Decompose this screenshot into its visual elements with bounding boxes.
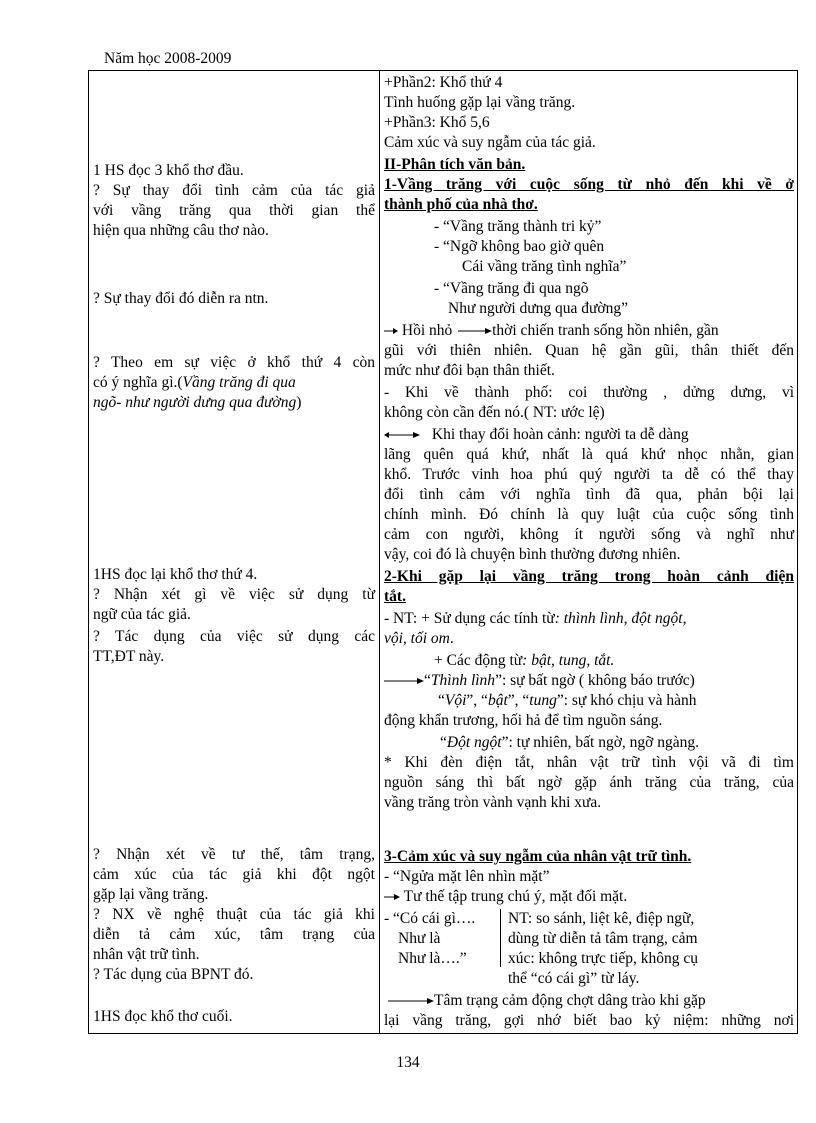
content-line: đổi tình cảm với nghĩa tình đã qua, phản bội lại (384, 486, 794, 503)
school-year-header: Năm học 2008-2009 (104, 50, 232, 67)
content-text: “ (440, 734, 447, 751)
right-arrow-icon (384, 996, 434, 1006)
content-text: + Các động từ (434, 652, 523, 669)
content-line: Như người dưng qua đường” (448, 300, 629, 317)
content-line (384, 671, 794, 691)
section-heading: thành phố của nhà thơ. (384, 196, 538, 213)
content-line: lại vầng trăng, gợi nhớ biết bao kỷ niệm: những nơi (384, 1012, 794, 1029)
content-line: +Phần2: Khổ thứ 4 (384, 74, 503, 91)
content-line: không còn cần đến nó.( NT: ước lệ) (384, 404, 605, 421)
content-line: +Phần3: Khổ 5,6 (384, 114, 490, 131)
content-line (438, 691, 794, 711)
left-line: TT,ĐT này. (93, 648, 165, 665)
left-line: nhân vật trữ tình. (93, 946, 200, 963)
content-text: “ (424, 672, 431, 689)
section-heading: tắt. (384, 588, 406, 605)
content-line: mức như đôi bạn thân thiết. (384, 362, 555, 379)
content-italic: Vội (444, 692, 467, 709)
content-italic: bật (487, 692, 508, 709)
left-line: ? Sự thay đổi tình cảm của tác giả (93, 182, 375, 199)
content-italic: Đột ngột (446, 734, 502, 751)
left-line: ? Nhận xét về tư thế, tâm trạng, (93, 846, 375, 863)
left-line (93, 373, 375, 393)
content-line: - “Có cái gì…. (384, 910, 476, 927)
left-text: ) (296, 394, 302, 411)
content-line: Cái vầng trăng tình nghĩa” (462, 258, 627, 275)
content-line (434, 651, 794, 671)
left-line: cảm xúc của tác giả khi đột ngột (93, 866, 375, 883)
content-line: Như là….” (398, 950, 467, 967)
content-line (384, 609, 794, 629)
section-heading: II-Phân tích văn bản. (384, 156, 526, 173)
left-line: ? Nhận xét gì về việc sử dụng từ (93, 586, 375, 603)
right-arrow-icon (384, 326, 398, 336)
content-text: ”, “ (507, 692, 530, 709)
content-italic: : thình lình, đột ngột, (554, 610, 687, 627)
content-text: ”: sự khó chịu và hành (556, 692, 697, 709)
left-line: 1HS đọc khổ thơ cuối. (93, 1008, 233, 1025)
left-italic-quote: Vầng trăng đi qua (182, 374, 296, 391)
left-line: hiện qua những câu thơ nào. (93, 222, 269, 239)
left-line: 1HS đọc lại khổ thơ thứ 4. (93, 566, 258, 583)
content-text: ”: sự bất ngờ ( không báo trước) (495, 672, 695, 689)
content-line (384, 629, 794, 649)
content-line: vậy, coi đó là chuyện bình thường đương nhiên. (384, 546, 681, 563)
content-line: dùng từ diễn tả tâm trạng, cảm (508, 930, 698, 947)
right-arrow-icon (384, 892, 400, 902)
content-line: - Khi về thành phố: coi thường , dửng dưng, vì (384, 384, 794, 401)
left-text: có ý nghĩa gì.( (93, 374, 183, 391)
content-line: Cảm xúc và suy ngẫm của tác giả. (384, 134, 596, 151)
section-heading: 2-Khi gặp lại vầng trăng trong hoàn cảnh điện (384, 568, 794, 585)
content-line: chính mình. Đó chính là quy luật của cuộc sống tình (384, 506, 794, 523)
right-arrow-icon (384, 430, 420, 440)
content-line: - “Vầng trăng thành tri kỷ” (434, 218, 602, 235)
content-italic: : bật, tung, tắt. (522, 652, 615, 669)
content-text: - NT: + Sử dụng các tính từ (384, 610, 555, 627)
content-text: Tư thế tập trung chú ý, mặt đối mặt. (403, 888, 628, 905)
left-line: ngữ của tác giả. (93, 606, 191, 623)
content-text: ”: tự nhiên, bất ngờ, ngỡ ngàng. (501, 734, 699, 751)
content-line (384, 991, 794, 1011)
content-line: Tình huống gặp lại vầng trăng. (384, 94, 576, 111)
content-line: khổ. Trước vinh hoa phú quý người ta dễ có thể thay (384, 466, 794, 483)
right-arrow-icon (384, 676, 424, 686)
content-line (384, 425, 794, 445)
left-line: ? Tác dụng của BPNT đó. (93, 966, 254, 983)
content-line: nguồn sáng thì bất ngờ gặp ánh trăng của trăng, của (384, 774, 794, 791)
content-line: - “Ngửa mặt lên nhìn mặt” (384, 868, 550, 885)
content-text: ”, “ (466, 692, 488, 709)
content-line: Như là (398, 930, 441, 947)
content-text: “ (438, 692, 445, 709)
left-line: 1 HS đọc 3 khổ thơ đầu. (93, 162, 244, 179)
bracket-divider (500, 909, 501, 967)
left-line: ? Sự thay đổi đó diễn ra ntn. (93, 290, 269, 307)
right-arrow-icon (456, 326, 492, 336)
left-line: ? Tác dụng của việc sử dụng các (93, 628, 375, 645)
content-text: Khi thay đổi hoàn cảnh: người ta dễ dàng (431, 426, 689, 443)
content-italic: Thình lình (430, 672, 496, 689)
content-text: Tâm trạng cảm động chợt dâng trào khi gặp (434, 992, 706, 1009)
content-line: gũi với thiên nhiên. Quan hệ gần gũi, thân thiết đến (384, 342, 794, 359)
content-line: vầng trăng tròn vành vạnh khi xưa. (384, 794, 602, 811)
lesson-table (88, 70, 798, 1034)
content-line (384, 887, 794, 907)
content-line (384, 321, 794, 341)
content-text: thời chiến tranh sống hồn nhiên, gần (492, 322, 719, 339)
content-line: động khẩn trương, hối hả để tìm nguồn sáng. (384, 712, 663, 729)
section-heading: 3-Cảm xúc và suy ngẫm của nhân vật trữ tình. (384, 848, 692, 865)
page-number: 134 (396, 1054, 420, 1071)
content-line: - “Vầng trăng đi qua ngõ (434, 280, 589, 297)
content-line (440, 733, 794, 753)
content-line: NT: so sánh, liệt kê, điệp ngữ, (508, 910, 695, 927)
content-line: - “Ngỡ không bao giờ quên (434, 238, 605, 255)
left-line: diễn tả cảm xúc, tâm trạng của (93, 926, 375, 943)
content-line: * Khi đèn điện tắt, nhân vật trữ tình vội vã đi tìm (384, 754, 794, 771)
left-line: gặp lại vầng trăng. (93, 886, 209, 903)
content-line: thể “có cái gì” từ láy. (508, 970, 640, 987)
left-line: ? NX về nghệ thuật của tác giả khi (93, 906, 375, 923)
section-heading: 1-Vầng trăng với cuộc sống từ nhỏ đến khi về ở (384, 176, 794, 193)
column-divider (379, 71, 380, 1033)
content-line: xúc: không trực tiếp, không cụ (508, 950, 699, 967)
left-italic-quote: ngõ- như người dưng qua đường (93, 394, 297, 411)
content-text: . (449, 630, 454, 647)
content-italic: tung (529, 692, 557, 709)
content-line: lãng quên quá khứ, nhất là quá khứ nhọc nhằn, gian (384, 446, 794, 463)
content-italic: vội, tối om (384, 630, 450, 647)
content-line: cảm con người, không ít người sống và nghĩ như (384, 526, 794, 543)
left-line (93, 393, 375, 413)
content-text: Hồi nhỏ (401, 322, 453, 339)
left-line: với vầng trăng qua thời gian thể (93, 202, 375, 219)
left-line: ? Theo em sự việc ở khổ thứ 4 còn (93, 354, 375, 371)
